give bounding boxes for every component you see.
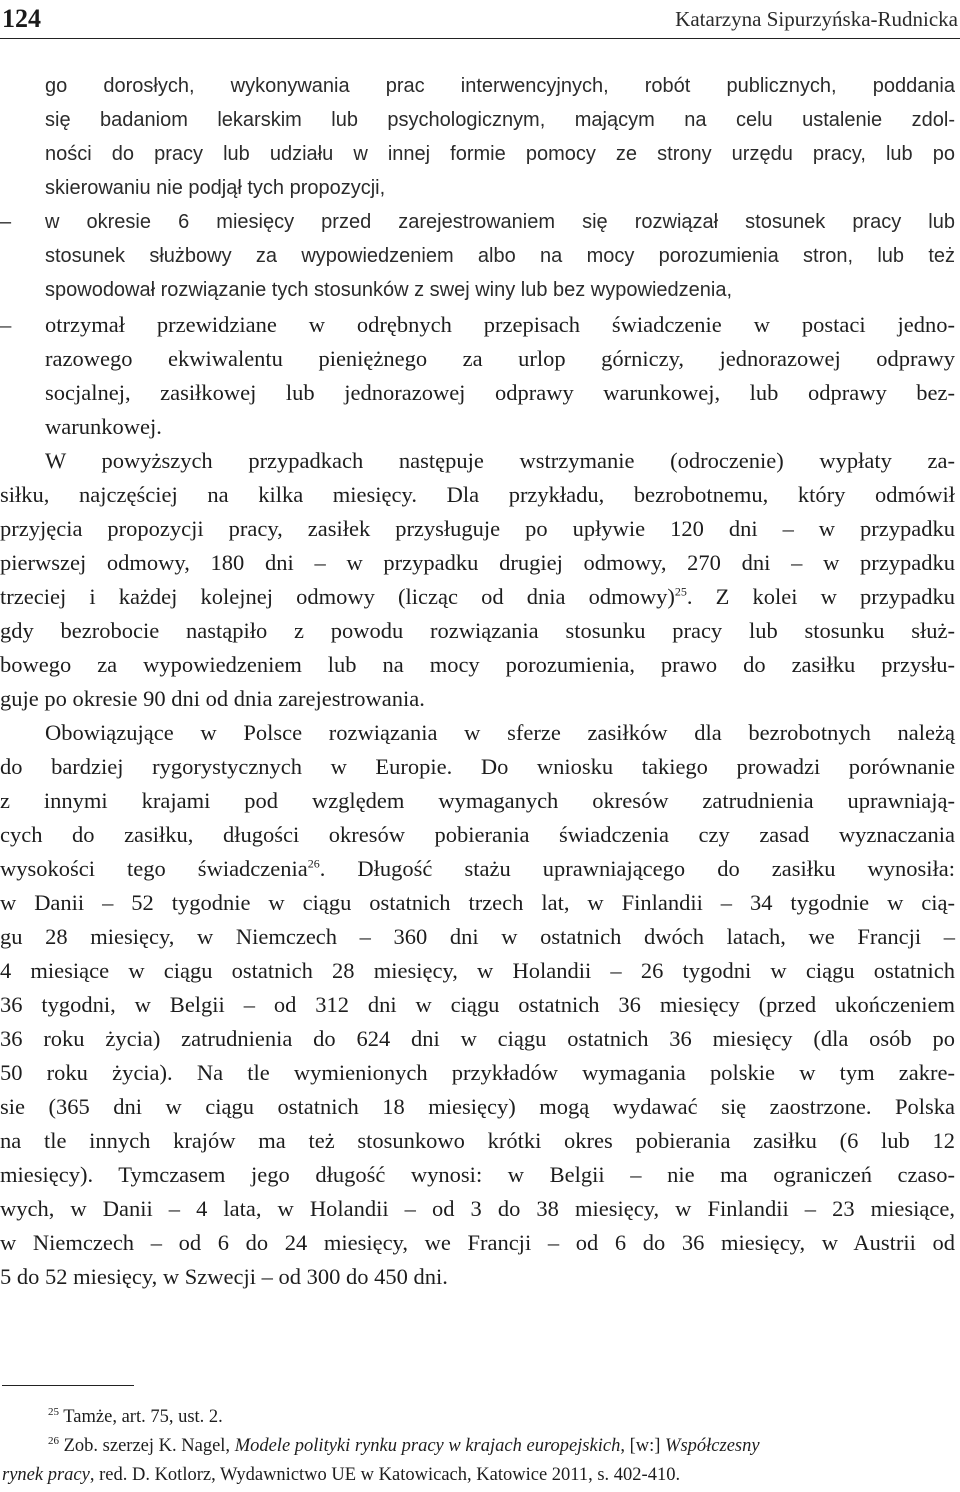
- footnote-number: 25: [48, 1405, 59, 1418]
- document-page: 124 Katarzyna Sipurzyńska-Rudnicka go dorosłych, wykonywania prac interwencyjnych, robót publicznych, poddania się badaniom lekarskim lub psychologicznym, mającym na celu ustalenie zdol- ności do pracy lub udziału w innej formie pomocy ze strony urzędu pracy, lub po skierowaniu nie podjął tych propozycji, – w okresie 6 miesięcy przed zarejestrowaniem się rozwiązał stosunek pracy lub stosunek służbowy za wypowiedzeniem albo na mocy porozumienia stron, lub też spowodował rozwiązanie tych stosunków z swej winy lub bez wypowiedzenia, – otrzymał przewidziane w odrębnych przepisach świadczenie w postaci jedno- razowego ekwiwalentu pieniężnego za urlop górniczy, jednorazowej odprawy socjalnej, zasiłkowej lub jednorazowej odprawy warunkowej, lub odprawy bez- warunkowej. W powyższych przypadkach następuje wstrzymanie (odroczenie) wypłaty za- siłku, najczęściej na kilka miesięcy. Dla przykładu, bezrobotnemu, który odmówił przyjęcia propozycji pracy, zasiłek przysługuje po upływie 120 dni – w przypadku pierwszej odmowy, 180 dni – w przypadku drugiej odmowy, 270 dni – w przypadku trzeciej i każdej kolejnej odmowy (licząc od dnia odmowy)$^{25}$. Z kolei w przypadku gdy bezrobocie nastąpiło z powodu rozwiązania stosunku pracy lub stosunku służ- bowego za wypowiedzeniem lub na mocy porozumienia, prawo do zasiłku przysłu- guje po okresie 90 dni od dnia zarejestrowania. Obowiązujące w Polsce rozwiązania w sferze zasiłków dla bezrobotnych należą do bardziej rygorystycznych w Europie. Do wniosku takiego prowadzi porównanie z innymi krajami pod względem wymaganych okresów zatrudnienia uprawniają- cych do zasiłku, długości okresów pobierania świadczenia czy zasad wyznaczania wysokości tego świadczenia$^{26}$. Długość stażu uprawniającego do zasiłku wynosiła: w Danii – 52 tygodnie w ciągu ostatnich trzech lat, w Finlandii – 34 tygodnie w cią- gu 28 miesięcy, w Niemczech – 360 dni w ostatnich dwóch latach, we Francji – 4 miesiące w ciągu ostatnich 28 miesięcy, w Holandii – 26 tygodni w ciągu ostatnich 36 tygodni, w Belgii – od 312 dni w ciągu ostatnich 36 miesięcy (przed ukończeniem 36 roku życia) zatrudnienia do 624 dni w ciągu ostatnich 36 miesięcy (dla osób po 50 roku życia). Na tle wymienionych przykładów wymagania polskie w tym zakre- sie (365 dni w ciągu ostatnich 18 miesięcy) mogą wydawać się zaostrzone. Polska na tle innych krajów ma też stosunkowo krótki okres pobierania zasiłku (6 lub 12 miesięcy). Tymczasem jego długość wynosi: w Belgii – nie ma ograniczeń czaso- wych, w Danii – 4 lata, w Holandii – od 3 do 38 miesięcy, w Finlandii – 23 miesiące, w Niemczech – od 6 do 24 miesięcy, we Francji – od 6 do 36 miesięcy, w Austrii od 5 do 52 miesięcy, w Szwecji – od 300 do 450 dni. $^{25}$ Tamże, art. 75, ust. 2. $^{26}$ Zob. szerzej K. Nagel, Modele polityki rynku pracy w krajach europejskich, [w:] Współczesny rynek pracy, red. D. Kotlorz, Wydawnictwo UE w Katowicach, Katowice 2011, s. 402-410.: [0, 0, 960, 1492]
- list-dash: –: [0, 211, 12, 233]
- footnote-ref-25[interactable]: 25: [674, 584, 687, 599]
- footnote-25: $^{25}$ Tamże, art. 75, ust. 2.: [48, 1405, 223, 1427]
- footnote-number: 26: [48, 1434, 59, 1447]
- footnote-separator: [2, 1385, 134, 1386]
- footnote-book-title: rynek pracy: [2, 1465, 90, 1485]
- page-header: [0, 0, 960, 39]
- running-head-author: Katarzyna Sipurzyńska-Rudnicka: [675, 7, 958, 31]
- footnote-ref-26[interactable]: 26: [307, 856, 320, 871]
- list-dash: –: [0, 312, 12, 337]
- footnote-26: $^{26}$ Zob. szerzej K. Nagel, Modele polityki rynku pracy w krajach europejskich, [w:] Współczesny: [48, 1434, 760, 1456]
- page-number: 124: [2, 4, 41, 33]
- footnote-article-title: Modele polityki rynku pracy w krajach europejskich: [234, 1436, 621, 1456]
- footnote-26-continued: rynek pracy, red. D. Kotlorz, Wydawnictwo UE w Katowicach, Katowice 2011, s. 402-410.: [2, 1465, 681, 1485]
- footnote-book-title: Współczesny: [665, 1436, 760, 1456]
